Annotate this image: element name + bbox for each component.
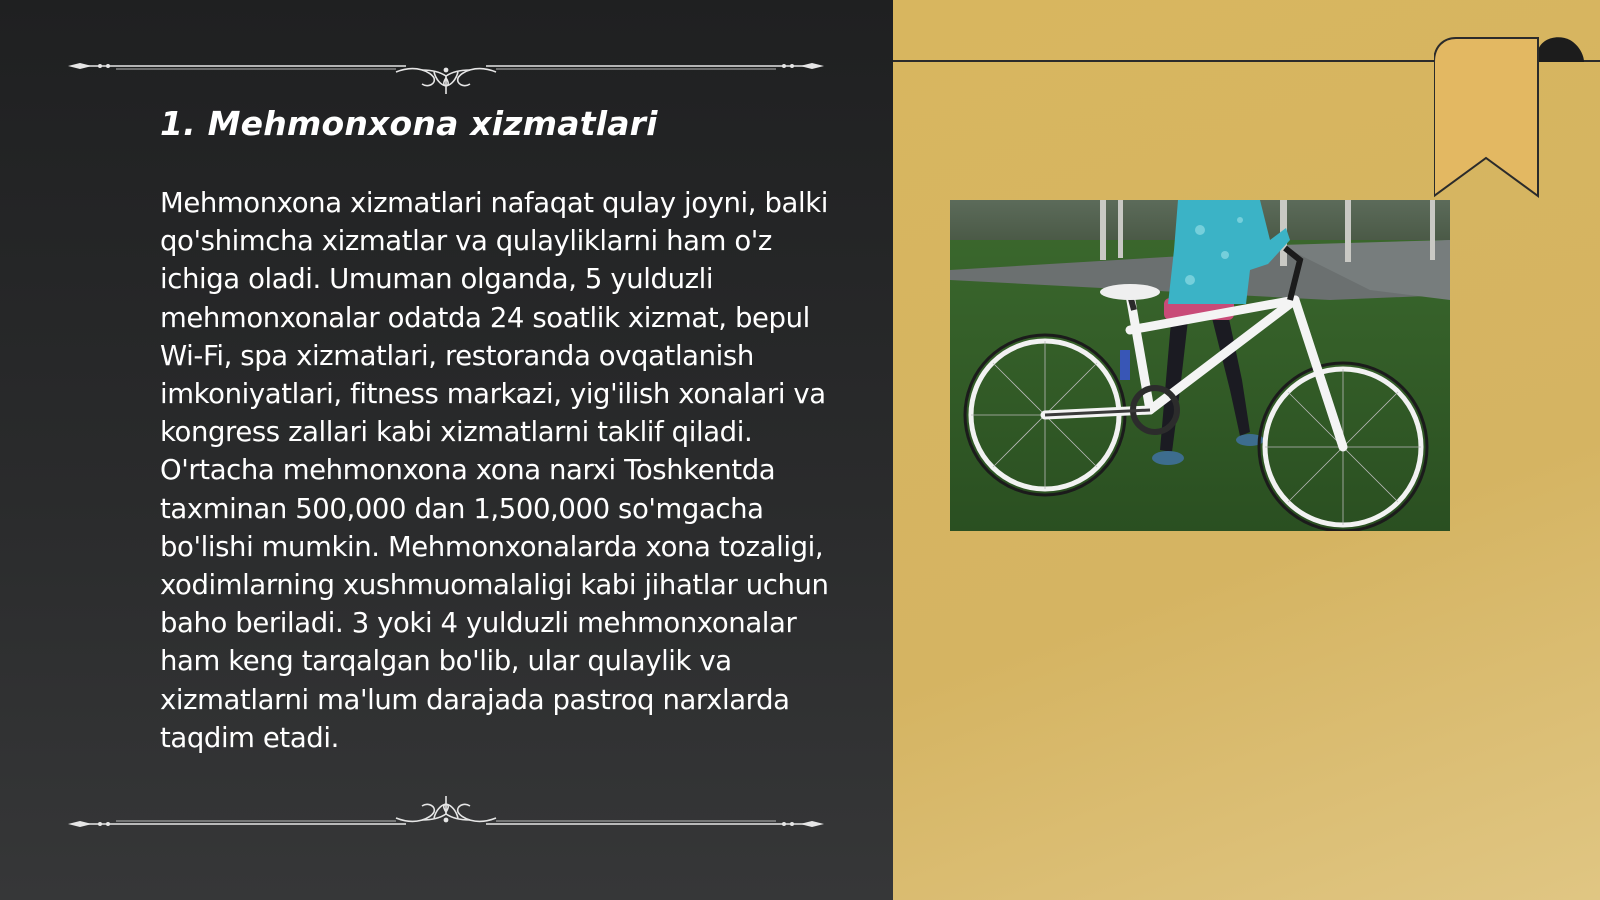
bottom-ornament-divider (66, 782, 826, 838)
slide-body-text: Mehmonxona xizmatlari nafaqat qulay joyni, balki qo'shimcha xizmatlar va qulayliklarni ham o'z ichiga oladi. Umuman olganda, 5 yulduzli mehmonxonalar odatda 24 soatlik xizmat, bepul Wi-Fi, spa xizmatlari, restoranda ovqatlanish imkoniyatlari, fitness markazi, yig'ilish xonalari va kongress zallari kabi xizmatlarni taklif qiladi. O'rtacha mehmonxona xona narxi Toshkentda taxminan 500,000 dan 1,500,000 so'mgacha bo'lishi mumkin. Mehmonxonalarda xona tozaligi, xodimlarning xushmuomalaligi kabi jihatlar uchun baho beriladi. 3 yoki 4 yulduzli mehmonxonalar ham keng tarqalgan bo'lib, ular qulaylik va xizmatlarni ma'lum darajada pastroq narxlarda taqdim etadi. (160, 187, 829, 754)
top-ornament-divider (66, 42, 826, 98)
bicycle-photo (950, 200, 1450, 531)
bookmark-ribbon-icon (1434, 36, 1586, 198)
slide-title: 1. Mehmonxona xizmatlari (160, 104, 658, 143)
